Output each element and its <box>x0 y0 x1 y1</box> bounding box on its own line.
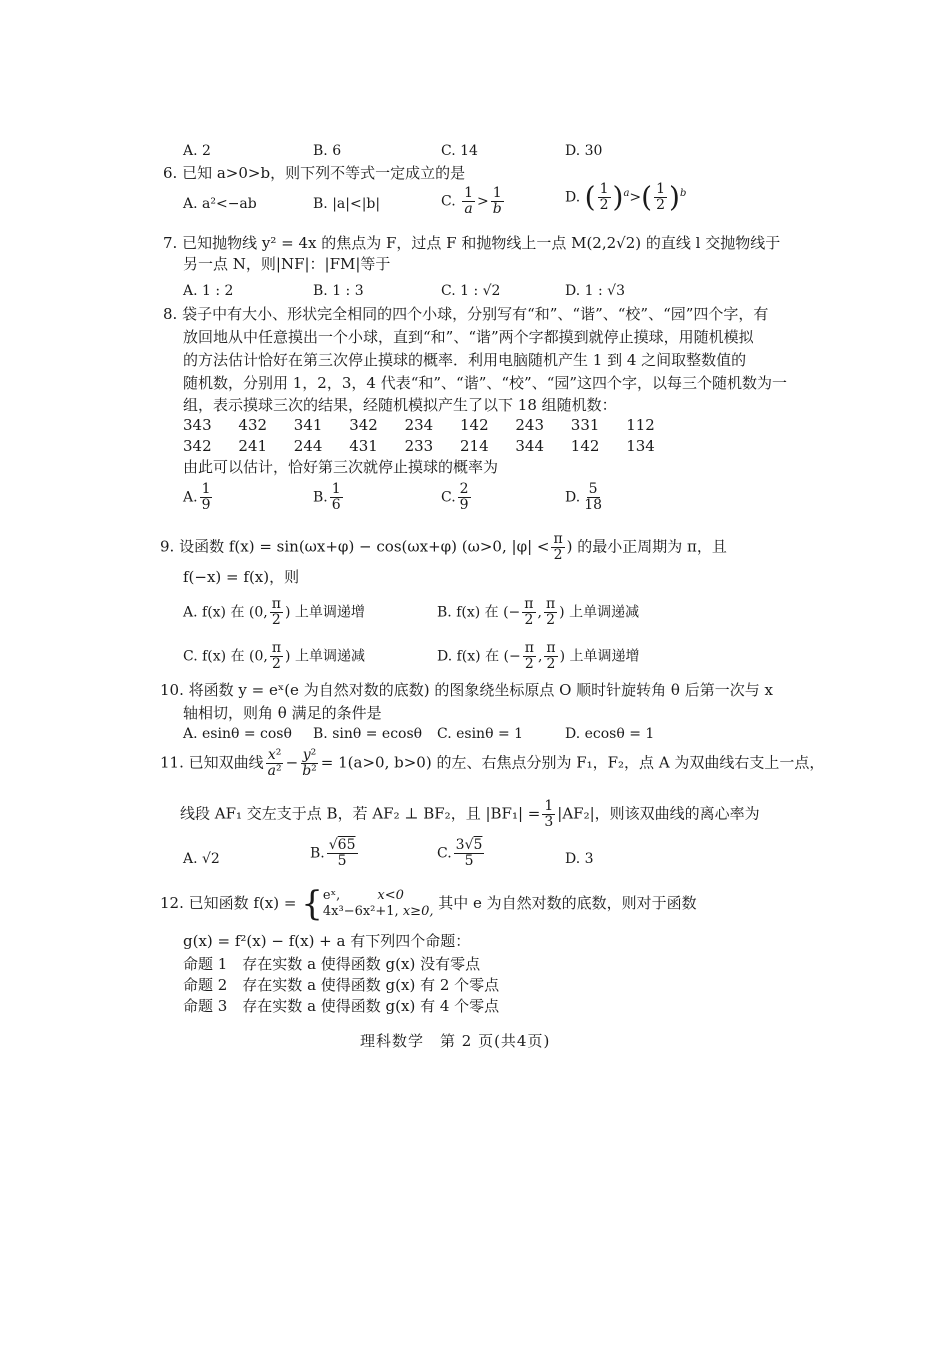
q8-line2: 放回地从中任意摸出一个小球，直到“和”、“谐”两个字都摸到就停止摸球，用随机模拟 <box>183 328 754 346</box>
page-footer: 理科数学 第 2 页(共4页) <box>360 1032 551 1050</box>
q12-prop-1: 命题 1 存在实数 a 使得函数 g(x) 没有零点 <box>183 955 481 973</box>
q9-line1: 9. 设函数 f(x) = sin(ωx+φ) − cos(ωx+φ) (ω>0, |φ| < $\frac{\pi}{2}$ ) 的最小正周期为 π，且 <box>160 531 727 563</box>
q9-option-d: D. f(x) 在 (− $\frac{\pi}{2}$ , $\frac{\pi}{2}$ ) 上单调递增 <box>437 640 640 672</box>
q10-option-a: A. esinθ = cosθ <box>183 726 292 742</box>
q5-option-c: C. 14 <box>441 143 478 159</box>
q5-option-b: B. 6 <box>313 143 342 159</box>
q11-option-d: D. 3 <box>565 851 594 867</box>
q5-option-d: D. 30 <box>565 143 603 159</box>
q6-option-b: B. |a|<|b| <box>313 196 381 212</box>
q8-option-d: D. $\frac{5}{18}$ <box>565 481 603 513</box>
q7-option-c: C. 1 : √2 <box>441 283 501 299</box>
q8-option-a: A. $\frac{1}{9}$ <box>183 481 211 513</box>
q10-line1: 10. 将函数 y = eˣ(e 为自然对数的底数) 的图象绕坐标原点 O 顺时针旋转角 θ 后第一次与 x <box>160 681 773 699</box>
q12-prop-3: 命题 3 存在实数 a 使得函数 g(x) 有 4 个零点 <box>183 997 500 1015</box>
q11-option-c: C. $\frac{3√5}{5}$ <box>437 837 483 869</box>
q7-option-b: B. 1 : 3 <box>313 283 364 299</box>
q8-random-row-1: 343 432 341 342 234 142 243 331 112 <box>183 416 655 434</box>
q10-option-b: B. sinθ = ecosθ <box>313 726 423 742</box>
q11-line2: 线段 AF₁ 交左支于点 B，若 AF₂ ⊥ BF₂，且 |BF₁| = $\frac{1}{3}$ |AF₂|，则该双曲线的离心率为 <box>180 798 760 830</box>
q9-option-b: B. f(x) 在 (− $\frac{\pi}{2}$ , $\frac{\pi}{2}$ ) 上单调递减 <box>437 596 640 628</box>
q9-option-a: A. f(x) 在 (0, $\frac{\pi}{2}$ ) 上单调递增 <box>183 596 365 628</box>
q7-line1: 7. 已知抛物线 y² = 4x 的焦点为 F，过点 F 和抛物线上一点 M(2,2√2) 的直线 l 交抛物线于 <box>163 234 781 252</box>
q9-line2: f(−x) = f(x)，则 <box>183 568 300 586</box>
q8-line4: 随机数，分别用 1，2，3，4 代表“和”、“谐”、“校”、“园”这四个字，以每三个随机数为一 <box>183 374 788 392</box>
q7-option-a: A. 1 : 2 <box>183 283 234 299</box>
q8-conclusion: 由此可以估计，恰好第三次就停止摸球的概率为 <box>183 458 499 476</box>
q6-option-a: A. a²<−ab <box>183 196 257 212</box>
q10-option-d: D. ecosθ = 1 <box>565 726 655 742</box>
q8-line1: 8. 袋子中有大小、形状完全相同的四个小球，分别写有“和”、“谐”、“校”、“园”四个字，有 <box>163 305 769 323</box>
q5-option-a: A. 2 <box>183 143 211 159</box>
q11-option-a: A. √2 <box>183 851 220 867</box>
q8-line5: 组，表示摸球三次的结果，经随机模拟产生了以下 18 组随机数： <box>183 396 617 414</box>
q9-option-c: C. f(x) 在 (0, $\frac{\pi}{2}$ ) 上单调递减 <box>183 640 365 672</box>
q12-prop-2: 命题 2 存在实数 a 使得函数 g(x) 有 2 个零点 <box>183 976 500 994</box>
q7-line2: 另一点 N，则|NF|：|FM|等于 <box>183 255 391 273</box>
q6-stem: 6. 已知 a>0>b，则下列不等式一定成立的是 <box>163 164 466 182</box>
q11-line1: 11. 已知双曲线 $\frac{\text{x²}}{\text{a²}}$ − $\frac{\text{y²}}{\text{b²}}$ = 1(a>0, b>0) 的左、右焦点分别为 F₁，F₂，点 A 为双曲线右支上一点， <box>160 747 825 779</box>
q10-option-c: C. esinθ = 1 <box>437 726 524 742</box>
q8-option-b: B. $\frac{1}{6}$ <box>313 481 341 513</box>
q11-option-b: B. $\frac{√65}{5}$ <box>310 837 356 869</box>
q12-line2: g(x) = f²(x) − f(x) + a 有下列四个命题： <box>183 932 471 950</box>
q10-line2: 轴相切，则角 θ 满足的条件是 <box>183 704 382 722</box>
q8-random-row-2: 342 241 244 431 233 214 344 142 134 <box>183 437 655 455</box>
q8-line3: 的方法估计恰好在第三次停止摸球的概率．利用电脑随机产生 1 到 4 之间取整数值的 <box>183 351 747 369</box>
q6-option-c: C. $\frac{1}{a}$ > $\frac{1}{b}$ <box>441 185 502 217</box>
q12-line1: 12. 已知函数 f(x) = { eˣ, x<0 4x³−6x²+1, x≥0, 其中 e 为自然对数的底数，则对于函数 <box>160 884 697 924</box>
q6-option-d: D. ( $\frac{1}{2}$ )$^a$>( $\frac{1}{2}$ )$^b$ <box>565 180 687 214</box>
q7-option-d: D. 1 : √3 <box>565 283 625 299</box>
q8-option-c: C. $\frac{2}{9}$ <box>441 481 469 513</box>
